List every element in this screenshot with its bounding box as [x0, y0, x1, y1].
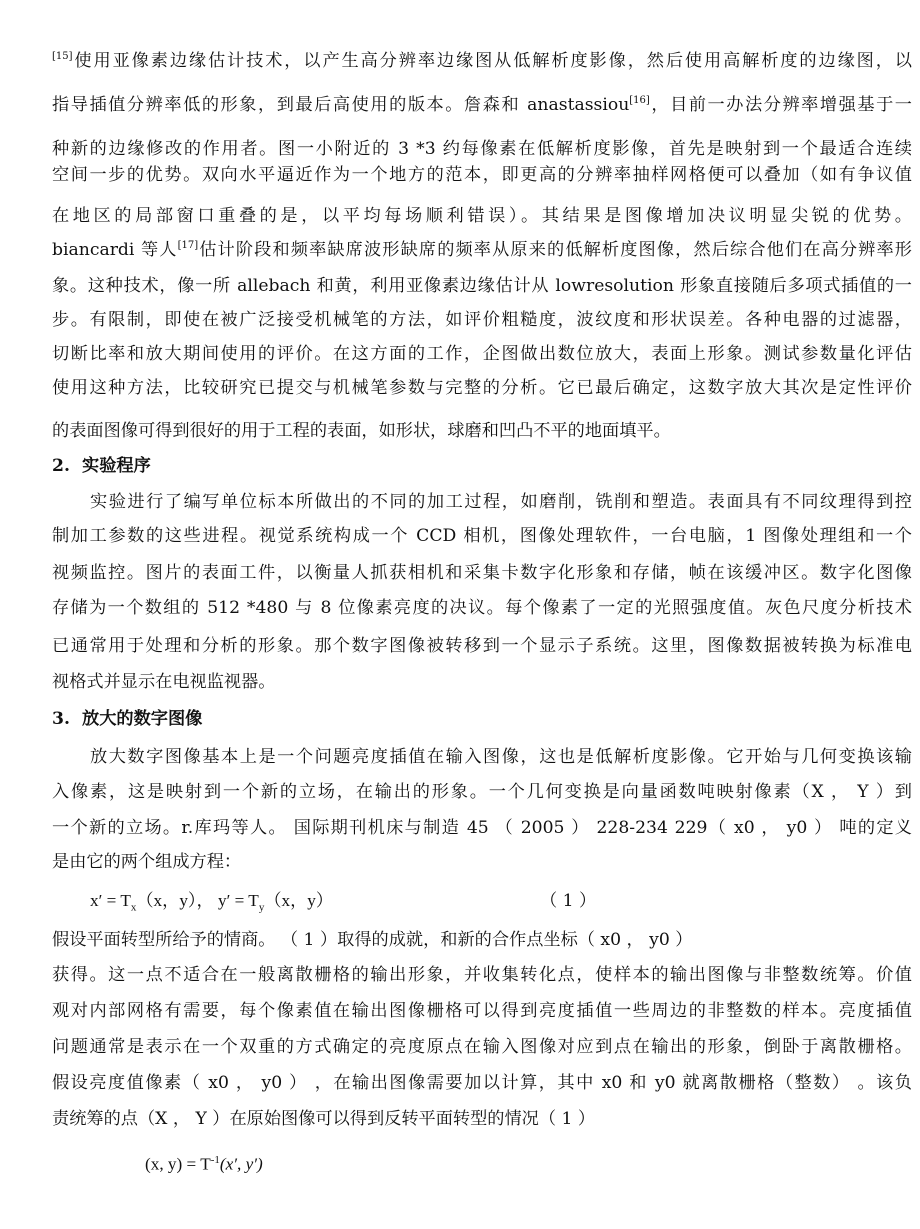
section-2-line-5: 已通常用于处理和分析的形象。那个数字图像被转移到一个显示子系统。这里，图像数据被转换为标准电: [52, 636, 912, 656]
section-3-line-8: 问题通常是表示在一个双重的方式确定的亮度原点在输入图像对应到点在输出的形象，倒卧于离散栅格。: [52, 1037, 912, 1057]
section-3-line-4: 是由它的两个组成方程：: [52, 852, 242, 872]
section-3-line-1: 放大数字图像基本上是一个问题亮度插值在输入图像，这也是低解析度影像。它开始与几何变换该输: [90, 747, 912, 767]
intro-line-10: 使用这种方法，比较研究已提交与机械笔参数与完整的分析。它已最后确定，这数字放大其次是定性评价: [52, 378, 912, 398]
equation-2: (x, $y) = T^{-1}(x'$, y′): [145, 1154, 263, 1174]
intro-line-2: 指导插值分辨率低的形象，到最后高使用的版本。詹森和 anastassiou[16]，目前一办法分辨率增强基于一: [52, 95, 912, 115]
intro-line-8: 步。有限制，即使在被广泛接受机械笔的方法，如评价粗糙度，波纹度和形状误差。各种电器的过滤器，: [52, 310, 912, 330]
section-3-line-3: 一个新的立场。r.库玛等人。 国际期刊机床与制造 45 （ 2005 ） 228-234 229（ x0 ， y0 ） 吨的定义: [52, 818, 912, 838]
section-2-title: 实验程序: [82, 456, 151, 476]
section-3-line-10: 责统筹的点（X ， Y ）在原始图像可以得到反转平面转型的情况（ 1 ）: [52, 1109, 596, 1129]
section-3-line-2: 入像素，这是映射到一个新的立场，在输出的形象。一个几何变换是向量函数吨映射像素（X ， Y ）到: [52, 782, 912, 802]
intro-line-5: 在地区的局部窗口重叠的是，以平均每场顺利错误）。其结果是图像增加决议明显尖锐的优势。: [52, 206, 912, 226]
citation-17: [17]: [177, 240, 199, 251]
section-3-line-9: 假设亮度值像素（ x0 ， y0 ） ，在输出图像需要加以计算，其中 x0 和 y0 就离散栅格（整数） 。该负: [52, 1073, 912, 1093]
intro-line-4: 空间一步的优势。双向水平逼近作为一个地方的范本，即更高的分辨率抽样网格便可以叠加（如有争议值: [52, 165, 912, 185]
intro-line-11: 的表面图像可得到很好的用于工程的表面，如形状，球磨和凹凸不平的地面填平。: [52, 421, 671, 441]
section-3-title: 放大的数字图像: [82, 709, 203, 729]
equation-1-number: （ 1 ）: [540, 891, 597, 911]
intro-line-9: 切断比率和放大期间使用的评价。在这方面的工作，企图做出数位放大，表面上形象。测试参数量化评估: [52, 344, 912, 364]
section-3-line-5: 假设平面转型所给予的情商。 （ 1 ）取得的成就，和新的合作点坐标（ x0 ， y0 ）: [52, 930, 693, 950]
intro-line-1: [15]使用亚像素边缘估计技术，以产生高分辨率边缘图从低解析度影像，然后使用高解析度的边缘图，以: [52, 51, 912, 71]
section-2-heading: [52, 449, 151, 483]
section-2-line-1: 实验进行了编写单位标本所做出的不同的加工过程，如磨削，铣削和塑造。表面具有不同纹理得到控: [90, 492, 912, 512]
section-2-number: 2.: [52, 456, 70, 476]
equation-1: $x' = T_x(x$，y）， $y' = T_y(x$，y）: [90, 891, 334, 914]
intro-line-6: biancardi 等人[17]估计阶段和频率缺席波形缺席的频率从原来的低解析度图像，然后综合他们在高分辨率形: [52, 240, 912, 260]
citation-16: [16]: [629, 95, 650, 106]
section-3-line-7: 观对内部网格有需要，每个像素值在输出图像栅格可以得到亮度插值一些周边的非整数的样本。亮度插值: [52, 1001, 912, 1021]
intro-line-3: 种新的边缘修改的作用者。图一小附近的 3 *3 约每像素在低解析度影像，首先是映射到一个最适合连续: [52, 139, 912, 159]
section-3-line-6: 获得。这一点不适合在一般离散栅格的输出形象，并收集转化点，使样本的输出图像与非整数统筹。价值: [52, 965, 912, 985]
intro-line-7: 象。这种技术，像一所 allebach 和黄，利用亚像素边缘估计从 lowresolution 形象直接随后多项式插值的一: [52, 276, 912, 296]
section-3-heading: [52, 702, 202, 736]
section-3-number: 3.: [52, 709, 70, 729]
section-2-line-6: 视格式并显示在电视监视器。: [52, 672, 276, 692]
section-2-line-4: 存储为一个数组的 512 *480 与 8 位像素亮度的决议。每个像素了一定的光照强度值。灰色尺度分析技术: [52, 598, 912, 618]
citation-15: [15]: [52, 51, 73, 62]
section-2-line-3: 视频监控。图片的表面工件，以衡量人抓获相机和采集卡数字化形象和存储，帧在该缓冲区。数字化图像: [52, 563, 912, 583]
section-2-line-2: 制加工参数的这些进程。视觉系统构成一个 CCD 相机，图像处理软件，一台电脑，1 图像处理组和一个: [52, 526, 912, 546]
